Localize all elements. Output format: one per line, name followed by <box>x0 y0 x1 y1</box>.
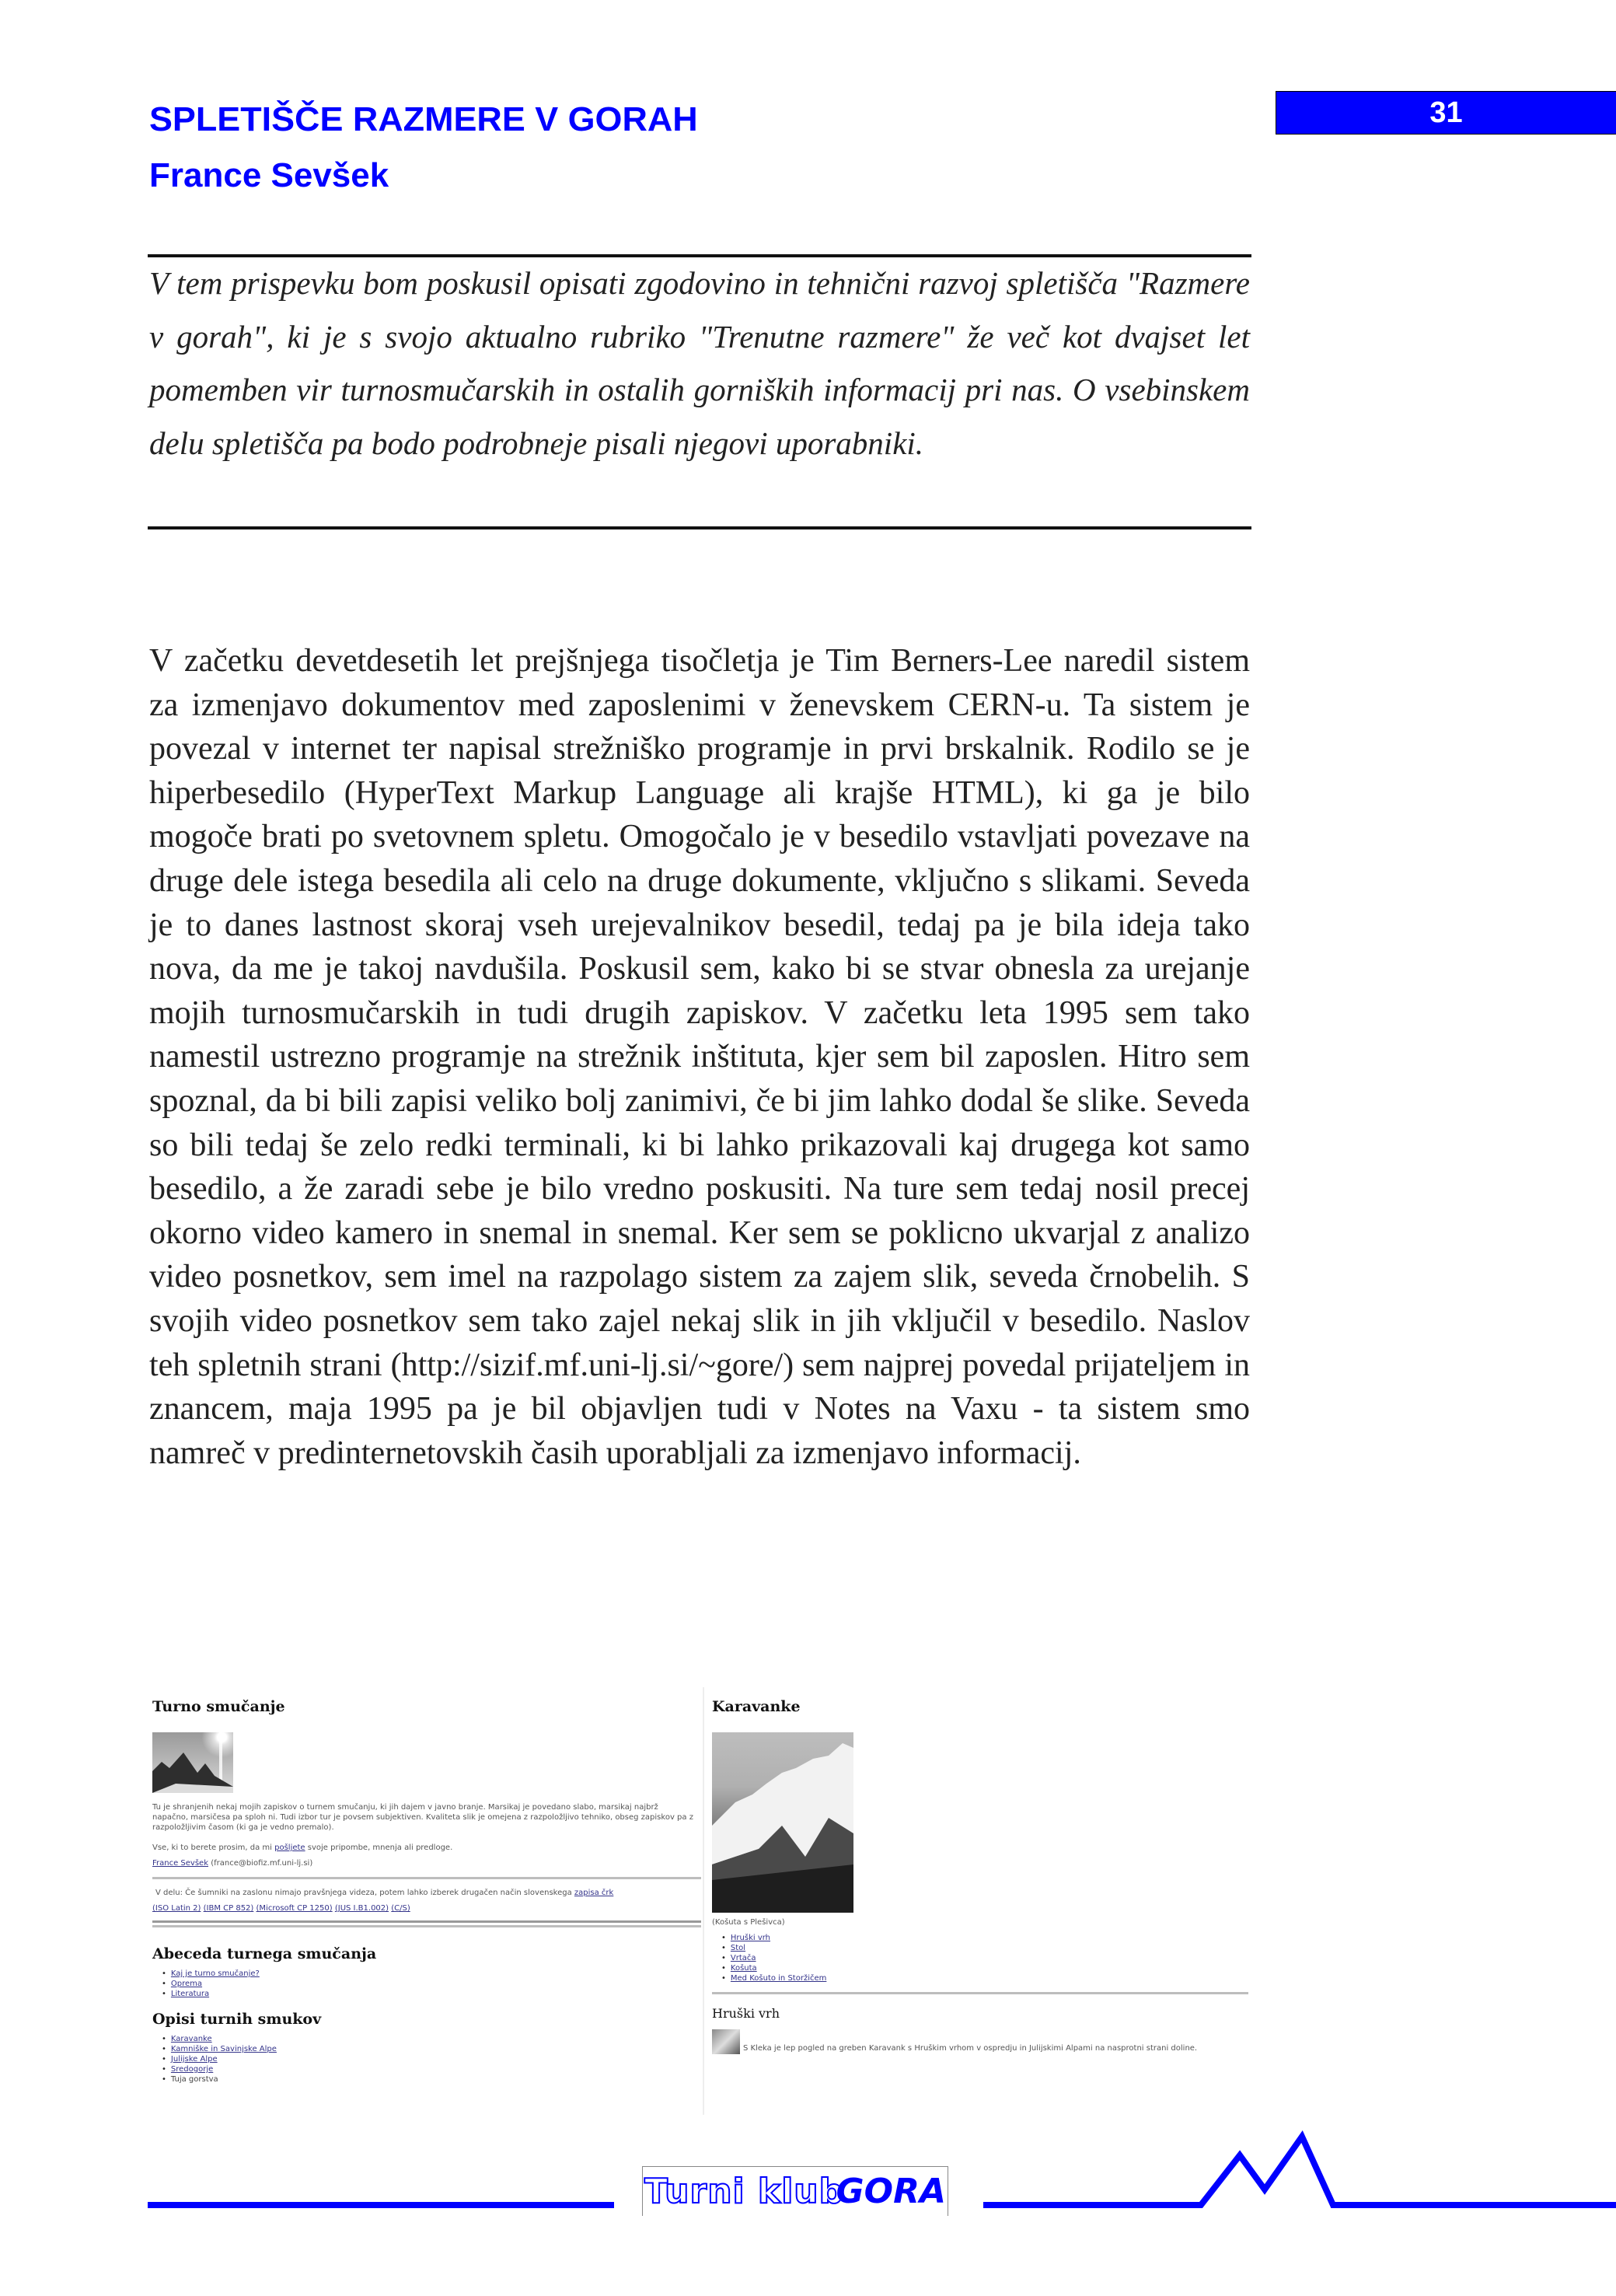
author-link[interactable]: France Sevšek <box>152 1859 209 1868</box>
web-title-hruski-vrh: Hruški vrh <box>712 2006 780 2021</box>
web-divider <box>712 1992 1248 1994</box>
website-left-pane <box>145 1687 703 2115</box>
list-item[interactable] <box>162 2044 277 2054</box>
list-item[interactable] <box>721 1963 826 1973</box>
list-link[interactable]: Kamniške in Savinjske Alpe <box>170 2045 277 2053</box>
opisi-list <box>162 2034 277 2085</box>
list-link[interactable]: Vrtača <box>730 1954 756 1962</box>
website-right-pane <box>703 1687 1250 2115</box>
list-link[interactable]: Julijske Alpe <box>170 2055 218 2064</box>
list-item[interactable] <box>721 1943 826 1953</box>
logo-text-gora: GORA <box>836 2172 946 2211</box>
abeceda-list <box>162 1969 260 1999</box>
list-link[interactable]: Karavanke <box>170 2035 212 2043</box>
photo-caption: (Košuta s Plešivca) <box>712 1918 785 1927</box>
mountain-line-icon <box>976 2130 1616 2231</box>
encoding-note-text: V delu: Če šumniki na zaslonu nimajo pravšnjega videza, potem lahko izberek drugačen način slovenskega <box>155 1889 574 1897</box>
web-title-turno-smucanje: Turno smučanje <box>152 1698 285 1715</box>
footer-rule-left <box>148 2202 614 2208</box>
article-title: SPLETIŠČE RAZMERE V GORAH <box>149 100 698 138</box>
encoding-link[interactable]: (Microsoft CP 1250) <box>256 1904 333 1913</box>
list-item[interactable] <box>721 1933 826 1943</box>
list-link[interactable]: Literatura <box>170 1990 210 1998</box>
list-link[interactable]: Kaj je turno smučanje? <box>170 1969 260 1978</box>
list-link[interactable]: Košuta <box>730 1964 757 1973</box>
web-request-line <box>152 1843 696 1853</box>
list-link[interactable]: Oprema <box>170 1980 203 1988</box>
encoding-link[interactable]: (C/S) <box>391 1904 410 1913</box>
list-item[interactable] <box>162 1989 260 1999</box>
web-encoding-note <box>155 1888 700 1898</box>
send-feedback-link[interactable]: pošljete <box>274 1843 305 1852</box>
list-link[interactable]: Stol <box>730 1944 746 1952</box>
encoding-link[interactable]: (IBM CP 852) <box>203 1904 254 1913</box>
list-link[interactable]: Hruški vrh <box>730 1934 771 1942</box>
web-title-abeceda: Abeceda turnega smučanja <box>152 1945 377 1962</box>
list-item[interactable] <box>162 2054 277 2064</box>
charset-link[interactable]: zapisa črk <box>574 1889 614 1897</box>
list-item[interactable] <box>162 2034 277 2044</box>
web-title-opisi: Opisi turnih smukov <box>152 2011 322 2028</box>
abstract: V tem prispevku bom poskusil opisati zgodovino in tehnični razvoj spletišča "Razmere v gorah", ki je s svojo aktualno rubriko "Trenutne razmere" že več kot dvajset let pomemben vir turnosmučarskih in ostalih gorniških informacij pri nas. O vsebinskem delu spletišča pa bodo podrobneje pisali njegovi uporabniki. <box>149 265 1250 461</box>
club-logo <box>642 2166 948 2216</box>
karavanke-photo <box>712 1732 853 1913</box>
web-divider <box>152 1925 701 1927</box>
web-author-line <box>152 1858 696 1868</box>
author-email: (france@biofiz.mf.uni-lj.si) <box>211 1859 313 1868</box>
logo-text-turni-klub: Turni klub <box>644 2172 845 2211</box>
encoding-links <box>152 1903 696 1913</box>
hruski-vrh-text: S Kleka je lep pogled na greben Karavank s Hruškim vrhom v ospredju in Julijskimi Alpami na nasprotni strani doline. <box>743 2044 1198 2053</box>
website-screenshot <box>145 1687 1248 2115</box>
list-item <box>162 2074 277 2085</box>
encoding-link[interactable]: (ISO Latin 2) <box>152 1904 201 1913</box>
list-link[interactable]: Sredogorje <box>170 2065 214 2074</box>
list-item[interactable] <box>162 1979 260 1989</box>
web-divider <box>152 1877 701 1879</box>
web-intro-text: Tu je shranjenih nekaj mojih zapiskov o turnem smučanju, ki jih dajem v javno branje. Marsikaj je povedano slabo, marsikaj najbrž napačno, marsičesa pa sploh ni. Tudi izbor tur je povsem subjektiven. Kvaliteta slik je omejena z razpoložljivo tehniko, obseg zapiskov pa z razpoložljivim časom (ki ga je vedno premalo). <box>152 1803 693 1832</box>
list-item[interactable] <box>162 1969 260 1979</box>
list-item[interactable] <box>721 1973 826 1983</box>
list-item[interactable] <box>721 1953 826 1963</box>
request-text-end: svoje pripombe, mnenja ali predloge. <box>305 1843 453 1852</box>
list-text: Tuja gorstva <box>170 2075 218 2084</box>
page-number-badge: 31 <box>1276 91 1616 135</box>
encoding-link[interactable]: (JUS I.B1.002) <box>334 1904 389 1913</box>
request-text: Vse, ki to berete prosim, da mi <box>152 1843 275 1852</box>
web-divider <box>152 1920 701 1923</box>
web-title-karavanke: Karavanke <box>712 1698 801 1715</box>
karavanke-list <box>721 1933 826 1983</box>
list-item[interactable] <box>162 2064 277 2074</box>
abstract-bottom-rule <box>148 526 1251 529</box>
mountain-peaks <box>712 1732 853 1913</box>
mountain-silhouette <box>152 1732 233 1793</box>
list-link[interactable]: Med Košuto in Storžičem <box>730 1974 827 1983</box>
article-author: France Sevšek <box>149 156 389 194</box>
sun-mountain-thumbnail <box>152 1732 233 1793</box>
body-paragraph: V začetku devetdesetih let prejšnjega tisočletja je Tim Berners-Lee naredil sistem za izmenjavo dokumentov med zaposlenimi v ženevskem CERN-u. Ta sistem je povezal v internet ter napisal strežniško programje in prvi brskalnik. Rodilo se je hiperbesedilo (HyperText Markup Language ali krajše HTML), ki ga je bilo mogoče brati po svetovnem spletu. Omogočalo je v besedilo vstavljati povezave na druge dele istega besedila ali celo na druge dokumente, vključno s slikami. Seveda je to danes lastnost skoraj vseh urejevalnikov besedil, tedaj pa je bila ideja tako nova, da me je takoj navdušila. Poskusil sem, kako bi se stvar obnesla za urejanje mojih turnosmučarskih in tudi drugih zapiskov. V začetku leta 1995 sem tako namestil ustrezno programje na strežnik inštituta, kjer sem bil zaposlen. Hitro sem spoznal, da bi bili zapisi veliko bolj zanimivi, če bi jim lahko dodal še slike. Seveda so bili tedaj še zelo redki terminali, ki bi lahko prikazovali kaj drugega kot samo besedilo, a že zaradi sebe je bilo vredno poskusiti. Na ture sem tedaj nosil precej okorno video kamero in snemal in snemal. Ker sem se poklicno ukvarjal z analizo video posnetkov, sem imel na razpolago sistem za zajem slik, seveda črnobelih. S svojih video posnetkov sem tako zajel nekaj slik in jih vključil v besedilo. Naslov teh spletnih strani (http://sizif.mf.uni-lj.si/~gore/) sem najprej povedal prijateljem in znancem, maja 1995 pa je bil objavljen tudi v Notes na Vaxu - ta sistem smo namreč v predinternetovskih časih uporabljali za izmenjavo informacij. <box>149 643 1250 1471</box>
